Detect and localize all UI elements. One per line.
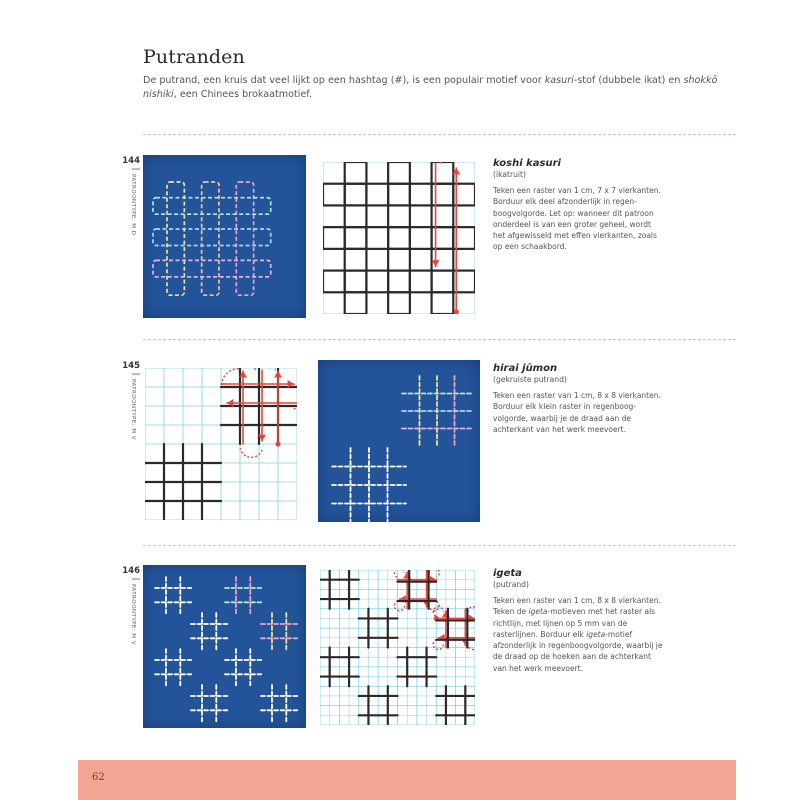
pattern-subtitle: (gekruiste putrand) [493, 375, 567, 384]
pattern-subtitle: (putrand) [493, 580, 529, 589]
intro-italic-kasuri: kasuri [544, 75, 574, 86]
pattern-title: koshi kasuri [493, 158, 561, 169]
body-text: -motief afzonderlijk in regenboogvolgorde, waarbij je de draad op de hoeken aan de achterkant van het werk meevoert. [493, 629, 663, 673]
intro-paragraph [143, 74, 723, 101]
page-number: 62 [92, 772, 105, 783]
start-point-icon [454, 309, 459, 314]
arrow-head-icon [432, 260, 440, 266]
pattern-number-mark [132, 373, 140, 375]
stitched-hirai-jumon-pattern [318, 360, 480, 522]
stitched-column [236, 182, 253, 295]
pattern-type-label: PATROONTYPE: M D [130, 174, 136, 236]
pattern-body [493, 595, 663, 674]
page-title: Putranden [143, 46, 245, 68]
pattern-number: 146 [122, 566, 140, 576]
diagram-igeta [320, 570, 475, 725]
body-text: Teken een raster van 1 cm, 8 x 8 vierkanten. Teken de [493, 596, 661, 617]
thread-carry-curve [222, 369, 241, 385]
stitched-column [202, 182, 219, 295]
pattern-title: igeta [493, 568, 522, 579]
page-footer-band [78, 760, 736, 800]
stitched-column [167, 182, 184, 295]
diagram-hirai-jumon [145, 368, 297, 520]
body-text: -motieven met het raster als richtlijn, met lijnen op 5 mm van de rasterlijnen. Borduur elk [493, 607, 656, 639]
intro-text-1: De putrand, een kruis dat veel lijkt op een hashtag (#), is een populair motief voor [143, 75, 545, 86]
pattern-type-label: PATROONTYPE: M V [130, 584, 136, 645]
fabric-photo-igeta [143, 565, 306, 728]
pattern-type-label: PATROONTYPE: M V [130, 379, 136, 440]
pattern-number: 144 [122, 156, 140, 166]
grid-diagram-hirai-jumon [145, 368, 297, 520]
grid-diagram-koshi-kasuri [323, 162, 475, 314]
grid-diagram-igeta [320, 570, 475, 725]
pattern-number-mark [132, 578, 140, 580]
thread-carry-curve [395, 601, 405, 610]
stitched-igeta-pattern [143, 565, 306, 728]
pattern-subtitle: (ikatruit) [493, 170, 526, 179]
thread-carry-curve [395, 570, 405, 577]
section-divider [143, 339, 736, 340]
pattern-description [493, 158, 663, 253]
intro-text-3: , een Chinees brokaatmotief. [173, 88, 313, 100]
pattern-description [493, 363, 663, 435]
stitched-koshi-kasuri-pattern [143, 155, 306, 318]
fabric-photo-koshi-kasuri [143, 155, 306, 318]
thread-carry-curve [433, 640, 443, 649]
arrow-head-icon [274, 371, 282, 377]
pattern-number-mark [132, 168, 140, 170]
thread-carry-curve [468, 607, 475, 616]
pattern-body: Teken een raster van 1 cm, 8 x 8 vierkanten. Borduur elk klein raster in regenboog-volgorde, waarbij je de draad aan de achterkant van het werk meevoert. [493, 391, 661, 434]
thread-carry-curve [468, 640, 475, 649]
intro-italic-shokko: shokkō nishiki [143, 75, 718, 100]
intro-text-2: -stof (dubbele ikat) en [573, 75, 684, 86]
pattern-body: Teken een raster van 1 cm, 7 x 7 vierkanten. Borduur elk deel afzonderlijk in regen-boogvolgorde. Let op: wanneer dit patroon onderdeel is van een groter geheel, wordt het afgewisseld met effen vierkanten, zoals op een schaakbord. [493, 186, 661, 252]
pattern-description [493, 568, 663, 674]
body-italic: igeta [528, 607, 548, 617]
start-point-icon [275, 441, 280, 446]
thread-carry-curve [429, 570, 439, 577]
body-italic: igeta [586, 629, 606, 639]
diagram-koshi-kasuri [323, 162, 475, 314]
fabric-photo-hirai-jumon [318, 360, 480, 522]
pattern-number: 145 [122, 361, 140, 371]
section-divider [143, 134, 736, 135]
pattern-title: hirai jūmon [493, 363, 558, 374]
section-divider [143, 545, 736, 546]
